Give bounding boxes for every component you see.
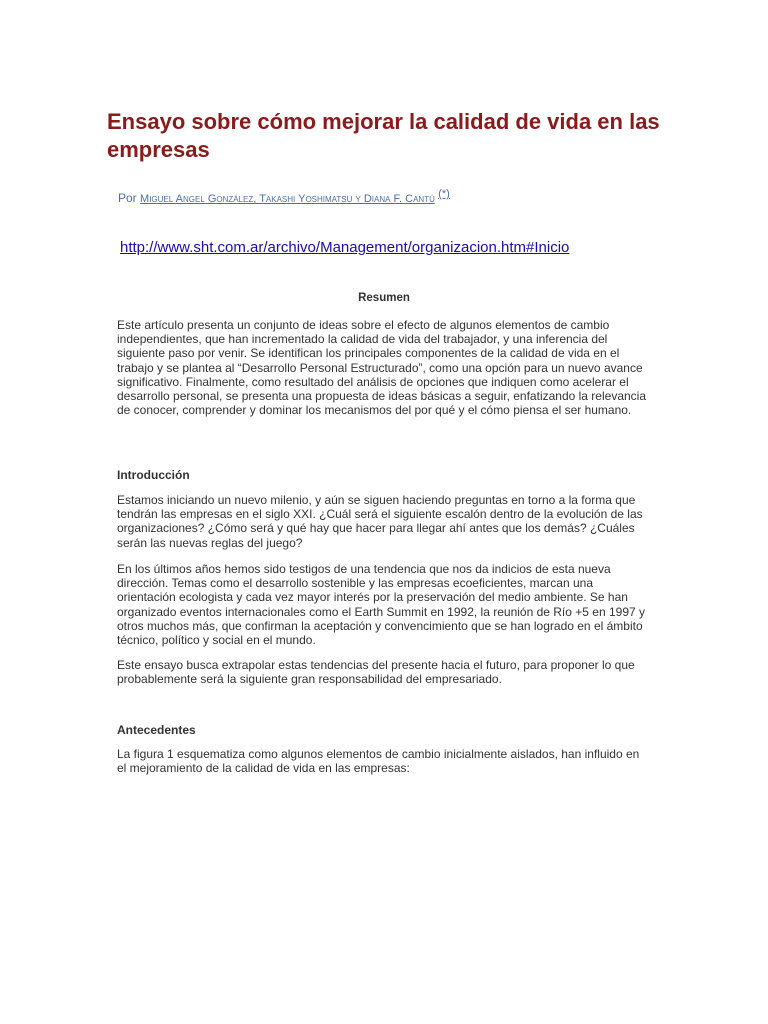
footnote-marker[interactable] <box>438 190 450 199</box>
byline-prefix: Por <box>118 191 137 205</box>
resumen-heading: Resumen <box>358 292 410 304</box>
antecedentes-paragraph: La figura 1 esquematiza como algunos elementos de cambio inicialmente aislados, han influido en el mejoramiento de la calidad de vida en las empresas: <box>117 747 640 776</box>
intro-paragraph-3: Este ensayo busca extrapolar estas tendencias del presente hacia el futuro, para proponer lo que probablemente será la siguiente gran responsabilidad del empresariado. <box>117 658 635 687</box>
resumen-paragraph: Este artículo presenta un conjunto de ideas sobre el efecto de algunos elementos de cambio independientes, que han incrementado la calidad de vida del trabajador, y una inferencia del siguiente paso por venir. Se identifican los principales componentes de la calidad de vida en el trabajo y se plantea al “Desarrollo Personal Estructurado”, como una opción para un nuevo avance significativo. Finalmente, como resultado del análisis de opciones que indiquen como acelerar el desarrollo personal, se presenta una propuesta de ideas básicas a seguir, enfatizando la relevancia de conocer, comprender y dominar los mecanismos del por qué y el cómo piensa el ser humano. <box>117 318 647 418</box>
document-title: Ensayo sobre cómo mejorar la calidad de vida en las empresas <box>107 109 660 162</box>
byline <box>118 188 450 205</box>
authors-link[interactable]: Miguel Angel González, Takashi Yoshimatsu y Diana F. Cantú <box>140 193 435 205</box>
introduccion-heading: Introducción <box>117 468 190 482</box>
antecedentes-heading: Antecedentes <box>117 723 196 737</box>
source-url-link[interactable]: http://www.sht.com.ar/archivo/Management/organizacion.htm#Inicio <box>120 239 570 256</box>
intro-paragraph-2: En los últimos años hemos sido testigos de una tendencia que nos da indicios de esta nueva dirección. Temas como el desarrollo sostenible y las empresas ecoeficientes, marcan una orientación ecologista y cada vez mayor interés por la preservación del medio ambiente. Se han organizado eventos internacionales como el Earth Summit en 1992, la reunión de Río +5 en 1997 y otros muchos más, que confirman la aceptación y convencimiento que se han logrado en el ámbito técnico, político y social en el mundo. <box>117 562 645 648</box>
intro-paragraph-1: Estamos iniciando un nuevo milenio, y aún se siguen haciendo preguntas en torno a la forma que tendrán las empresas en el siglo XXI. ¿Cuál será el siguiente escalón dentro de la evolución de las organizaciones? ¿Cómo será y qué hay que hacer para llegar ahí antes que los demás? ¿Cuáles serán las nuevas reglas del juego? <box>117 493 643 550</box>
footnote-link[interactable]: (*) <box>438 188 450 200</box>
